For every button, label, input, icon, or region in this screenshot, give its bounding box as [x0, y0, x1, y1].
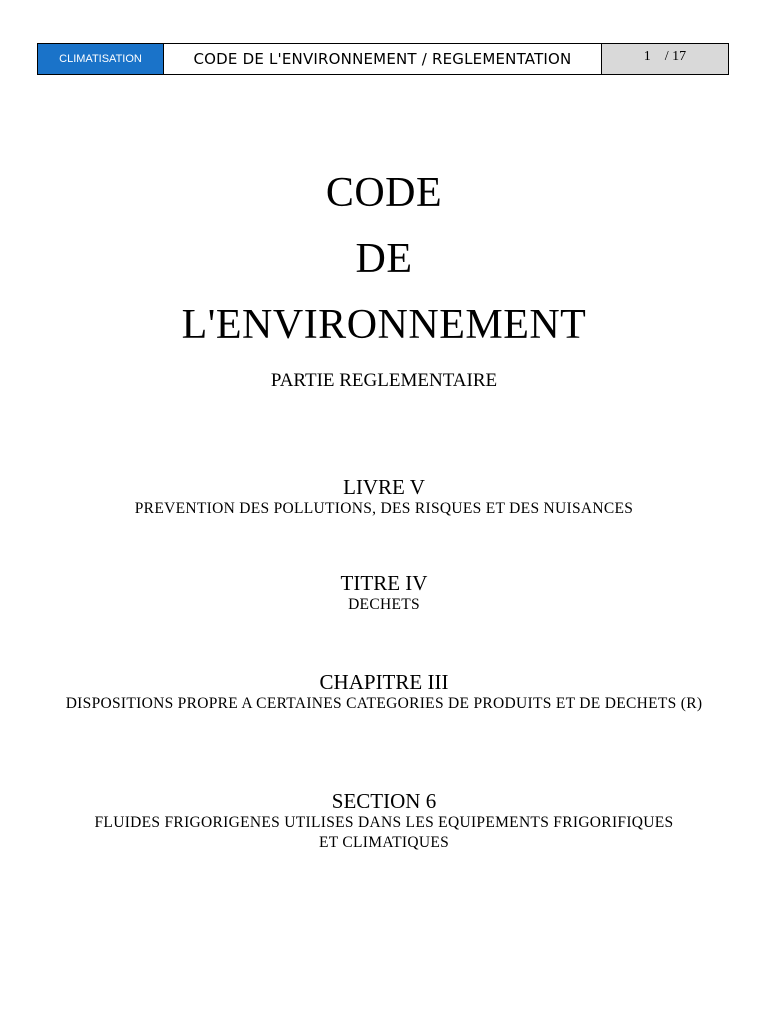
page-total: / 17 — [664, 49, 687, 64]
category-tag: CLIMATISATION — [38, 44, 164, 74]
document-title-line-2: DE — [355, 236, 413, 282]
section-heading: LIVRE V — [343, 475, 425, 499]
page-number — [602, 44, 728, 74]
page-header — [37, 43, 729, 75]
document-title-line-3: L'ENVIRONNEMENT — [181, 302, 587, 348]
document-title-block — [0, 160, 768, 392]
section-heading: CHAPITRE III — [319, 670, 449, 694]
header-title: CODE DE L'ENVIRONNEMENT / REGLEMENTATION — [164, 44, 602, 74]
section-text: DECHETS — [348, 596, 420, 613]
page-current: 1 — [643, 49, 651, 64]
section-chapitre — [0, 670, 768, 714]
document-title-line-1: CODE — [325, 170, 443, 216]
section-text: FLUIDES FRIGORIGENES UTILISES DANS LES EQUIPEMENTS FRIGORIFIQUES ET CLIMATIQUES — [94, 814, 674, 851]
section-heading: SECTION 6 — [331, 789, 437, 813]
section-livre — [0, 475, 768, 519]
section-heading: TITRE IV — [340, 571, 428, 595]
section-text: DISPOSITIONS PROPRE A CERTAINES CATEGORIES DE PRODUITS ET DE DECHETS (R) — [65, 695, 703, 712]
document-subtitle: PARTIE REGLEMENTAIRE — [270, 370, 498, 391]
section-titre — [0, 571, 768, 615]
section-text: PREVENTION DES POLLUTIONS, DES RISQUES ET DES NUISANCES — [134, 500, 634, 517]
section-section — [0, 789, 768, 853]
